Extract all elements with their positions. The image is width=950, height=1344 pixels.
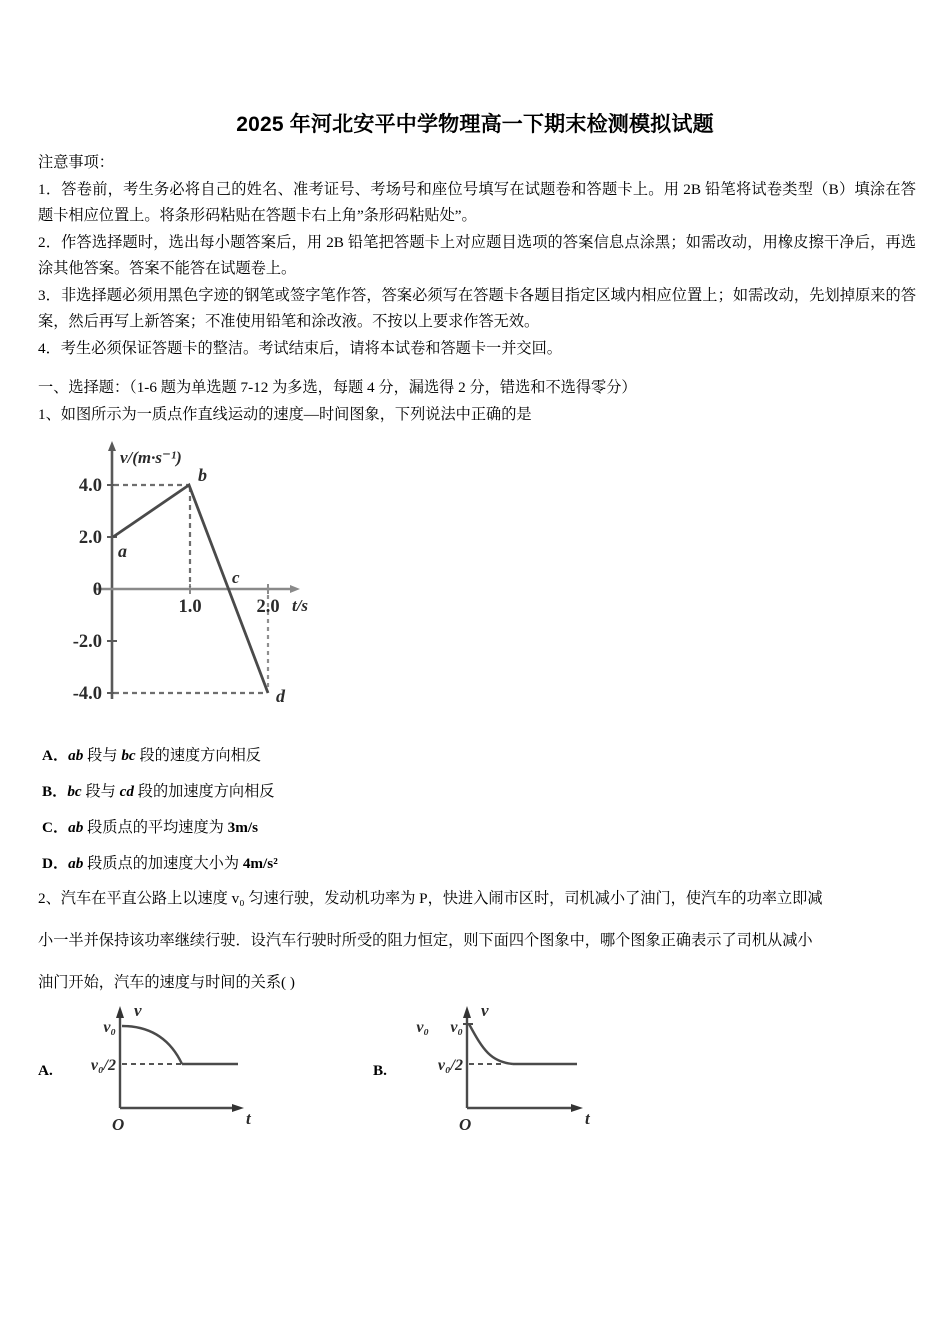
fig-a-curve (122, 1026, 182, 1064)
question-1-stem: 1、如图所示为一质点作直线运动的速度—时间图象，下列说法中正确的是 (38, 406, 532, 423)
fig-a-label-v0-half: v₀/2 (90, 1057, 116, 1074)
question-2-stem-line-1: 2、汽车在平直公路上以速度 v₀ 匀速行驶，发动机功率为 P，快进入闹市区时，司机减小了油门，使汽车的功率立即减 (38, 890, 823, 907)
page-title: 2025 年河北安平中学物理高一下期末检测模拟试题 (236, 113, 714, 136)
option-d-mid1: 段质点的加速度大小为 (83, 855, 243, 872)
q2-fig-a-svg (38, 1000, 278, 1140)
fig-b-curve (469, 1024, 513, 1064)
fig-b-y-axis-label: v (481, 1001, 489, 1020)
y-tick-label-minus2: -2.0 (72, 632, 102, 652)
option-c[interactable] (42, 810, 642, 846)
x-tick-label-1: 1.0 (178, 597, 202, 617)
fig-a-x-axis-label: t (246, 1109, 251, 1128)
fig-a-y-axis-label: v (134, 1001, 142, 1020)
y-axis-arrowhead (108, 441, 116, 451)
option-a-letter: A． (42, 747, 69, 764)
fig-a-y-arrowhead (116, 1006, 124, 1018)
fig-a-x-arrowhead (232, 1104, 244, 1112)
fig-b-y-arrowhead (463, 1006, 471, 1018)
option-b-mid1: 段与 (81, 783, 120, 800)
vt-graph-svg (56, 437, 326, 722)
question-2-stem (38, 878, 918, 1004)
option-c-suffix: 3m/s (227, 819, 258, 836)
option-a-term2: bc (121, 747, 136, 764)
option-b-mid2: 段的加速度方向相反 (133, 783, 275, 800)
option-c-mid1: 段质点的平均速度为 (83, 819, 228, 836)
question-2-option-b-figure[interactable] (373, 1000, 633, 1140)
fig-b-x-axis-label: t (585, 1109, 590, 1128)
option-d[interactable] (42, 846, 642, 882)
y-axis-label: v/(m·s⁻¹) (120, 448, 182, 467)
note-item-4: 4．考生必须保证答题卡的整洁。考试结束后，请将本试卷和答题卡一并交回。 (38, 339, 562, 357)
y-tick-label-4: 4.0 (78, 476, 102, 496)
option-d-letter: D． (42, 855, 69, 872)
fig-b-label-v0-half: v₀/2 (437, 1057, 463, 1074)
option-a-term1: ab (68, 747, 84, 764)
question-2-stem-line-2: 小一半并保持该功率继续行驶．设汽车行驶时所受的阻力恒定，则下面四个图象中，哪个图象正确表示了司机从减小 (38, 932, 813, 949)
q2-fig-b-svg (373, 1000, 613, 1140)
y-tick-label-2: 2.0 (78, 528, 102, 548)
point-label-a: a (118, 541, 127, 561)
fig-b-label-v0: v₀ (450, 1019, 463, 1036)
section-heading-multiple-choice: 一、选择题：（1-6 题为单选题 7-12 为多选，每题 4 分，漏选得 2 分，错选和不选得零分） (38, 379, 637, 396)
y-tick-label-0: 0 (92, 580, 102, 600)
option-d-term1: ab (68, 855, 84, 872)
note-item-2: 2．作答选择题时，选出每小题答案后，用 2B 铅笔把答题卡上对应题目选项的答案信息点涂黑；如需改动，用橡皮擦干净后，再选涂其他答案。答案不能答在试题卷上。 (38, 233, 916, 277)
x-axis-arrowhead (290, 585, 300, 593)
question-2-option-a-label: A. (38, 1062, 53, 1079)
question-1-figure-vt-graph (56, 437, 326, 722)
notes-heading: 注意事项： (38, 154, 114, 171)
option-d-suffix: 4m/s² (242, 855, 278, 872)
option-a-mid1: 段与 (83, 747, 122, 764)
question-2-option-b-label: B. (373, 1062, 387, 1079)
notes-block (38, 150, 916, 362)
fig-b-origin-label: O (459, 1115, 472, 1134)
option-b-term2: cd (119, 783, 134, 800)
question-2-option-a-figure[interactable] (38, 1000, 298, 1140)
fig-b-label-v0-outer: v₀ (416, 1019, 429, 1036)
question-1-options (42, 738, 642, 882)
y-tick-label-minus4: -4.0 (72, 684, 102, 704)
question-2-figures (38, 1000, 918, 1140)
option-a-mid2: 段的速度方向相反 (135, 747, 261, 764)
point-label-b: b (198, 465, 207, 485)
fig-a-origin-label: O (112, 1115, 125, 1134)
option-a[interactable] (42, 738, 642, 774)
note-item-1: 1．答卷前，考生务必将自己的姓名、准考证号、考场号和座位号填写在试题卷和答题卡上。用 2B 铅笔将试卷类型（B）填涂在答题卡相应位置上。将条形码粘贴在答题卡右上角”条形码粘贴处”。 (38, 180, 916, 224)
x-tick-label-2: 2.0 (256, 597, 280, 617)
question-2-stem-line-3: 油门开始，汽车的速度与时间的关系( ) (38, 974, 295, 991)
option-c-letter: C． (42, 819, 69, 836)
option-b-term1: bc (67, 783, 82, 800)
option-b-letter: B． (42, 783, 68, 800)
note-item-3: 3．非选择题必须用黑色字迹的钢笔或签字笔作答，答案必须写在答题卡各题目指定区域内相应位置上；如需改动，先划掉原来的答案，然后再写上新答案；不准使用铅笔和涂改液。不按以上要求作答无效。 (38, 286, 916, 330)
point-label-c: c (232, 568, 240, 587)
option-c-term1: ab (68, 819, 84, 836)
option-b[interactable] (42, 774, 642, 810)
x-axis-label: t/s (291, 596, 309, 615)
point-label-d: d (276, 686, 285, 706)
fig-a-label-v0: v₀ (103, 1019, 116, 1036)
fig-b-x-arrowhead (571, 1104, 583, 1112)
